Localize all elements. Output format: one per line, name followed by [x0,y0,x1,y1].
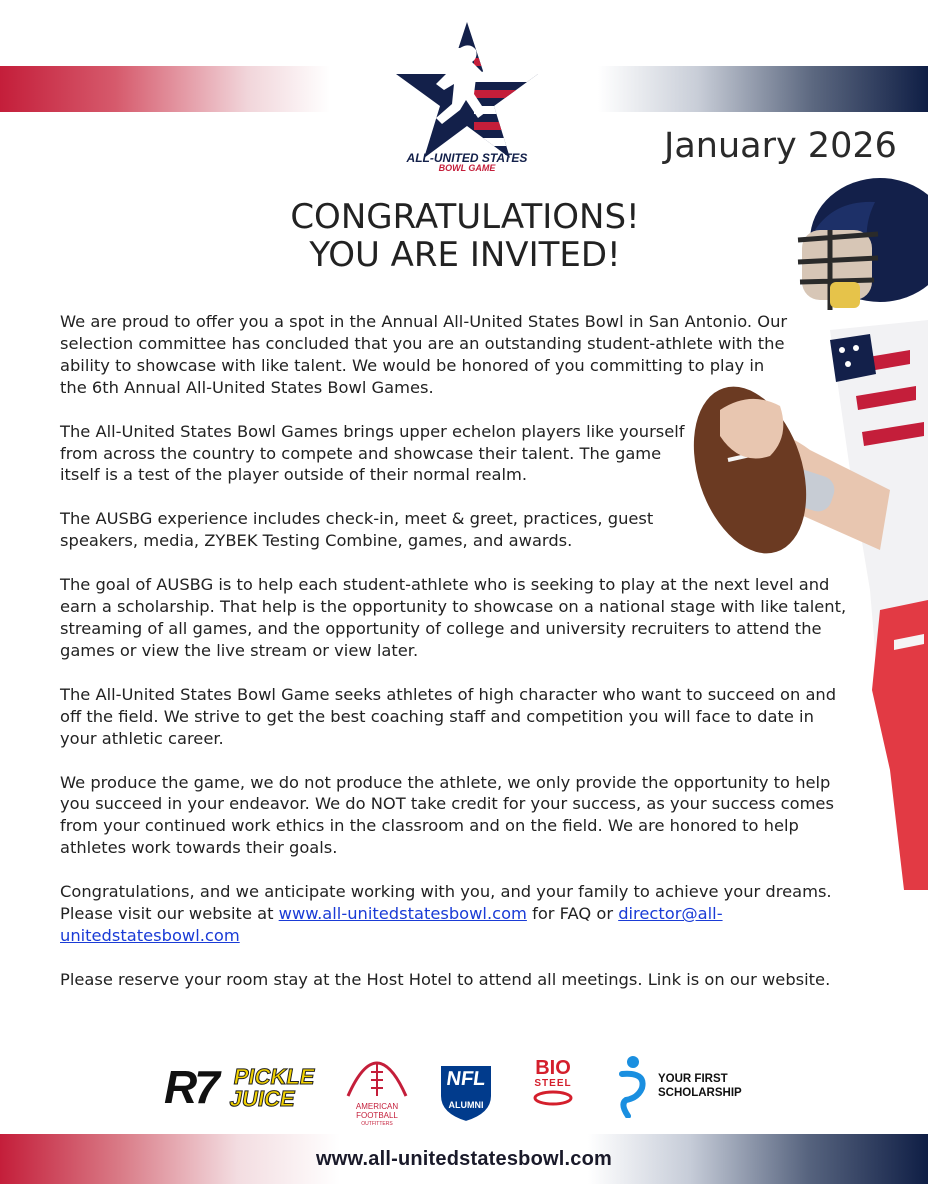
pickle-juice-logo [228,1066,316,1110]
letter-paragraph-3: The AUSBG experience includes check-in, meet & greet, practices, guest speakers, media, ZYBEK Testing Combine, games, and awards. [60,509,654,551]
footer-website-url[interactable]: www.all-unitedstatesbowl.com [315,1148,612,1170]
biosteel-line-1: BIO [535,1057,571,1079]
biosteel-swoosh-icon [533,1090,573,1106]
nfl-alumni-logo [436,1052,496,1128]
football-icon [342,1050,412,1098]
yfs-line-1: YOUR FIRST [658,1073,728,1085]
logo-title: ALL-UNITED STATES [406,151,528,165]
logo-subtitle: BOWL GAME [438,163,496,173]
letter-paragraph-8: Please reserve your room stay at the Host Hotel to attend all meetings. Link is on our website. [60,969,831,989]
letter-paragraph-7 [60,881,888,947]
your-first-scholarship-logo [616,1054,742,1122]
afo-line-3: OUTFITTERS [361,1121,393,1127]
letter-paragraph-6: We produce the game, we do not produce the athlete, we only provide the opportunity to help you succeed in your endeavor. We do NOT take credit for your success, as your success comes from your continued work ethics in the classroom and on the field. We are honored to help athletes work towards their goals. [60,772,834,858]
nfl-alumni-text: ALUMNI [448,1100,484,1110]
letter-body [60,311,888,1013]
invitation-headline [230,198,700,274]
pickle-juice-line-2: JUICE [227,1086,298,1111]
biosteel-logo [526,1058,580,1110]
biosteel-line-2: STEEL [534,1078,572,1089]
headline-line-1: CONGRATULATIONS! [290,197,640,237]
sponsor-logos [160,1050,780,1130]
nfl-text: NFL [445,1068,488,1090]
letter-paragraph-5: The All-United States Bowl Game seeks athletes of high character who want to succeed on and off the field. We strive to get the best coaching staff and competition you will face to date in your athletic career. [60,684,837,748]
letter-date: January 2026 [664,126,897,166]
website-link[interactable]: www.all-unitedstatesbowl.com [278,904,527,924]
paragraph-7-text-b: for FAQ or [526,904,619,924]
director-email-link[interactable]: director@all-unitedstatesbowl.com [60,904,723,945]
letter-paragraph-4: The goal of AUSBG is to help each student-athlete who is seeking to play at the next level and earn a scholarship. That help is the opportunity to showcase on a national stage with like talent, streaming of all games, and the opportunity of college and university recruiters to attend the games or view the live stream or view later. [60,575,847,660]
header-band-right [598,66,928,112]
letter-paragraph-1: We are proud to offer you a spot in the Annual All-United States Bowl in San Antonio. Our selection committee has concluded that you are an outstanding student-athlete with the ability to showcase with like talent. We would be honored of you committing to play in the 6th Annual All-United States Bowl Games. [60,312,788,397]
pickle-juice-line-1: PICKLE [231,1064,317,1089]
yfs-line-2: SCHOLARSHIP [658,1087,742,1099]
paragraph-7-text-a: Congratulations, and we anticipate working with you, and your family to achieve your dreams. Please visit our website at [60,882,832,924]
letter-paragraph-2: The All-United States Bowl Games brings upper echelon players like yourself from across the country to compete and showcase their talent. The game itself is a test of the player outside of their normal realm. [60,421,685,485]
afo-line-2: FOOTBALL [356,1111,398,1120]
r7-logo [164,1060,217,1114]
header-band-left [0,66,330,112]
headline-line-2: YOU ARE INVITED! [309,235,621,275]
person-figure-icon [616,1054,650,1118]
american-football-outfitters-logo [342,1050,412,1129]
r7-logo-text: R7 [164,1061,217,1113]
afo-line-1: AMERICAN [355,1102,399,1111]
